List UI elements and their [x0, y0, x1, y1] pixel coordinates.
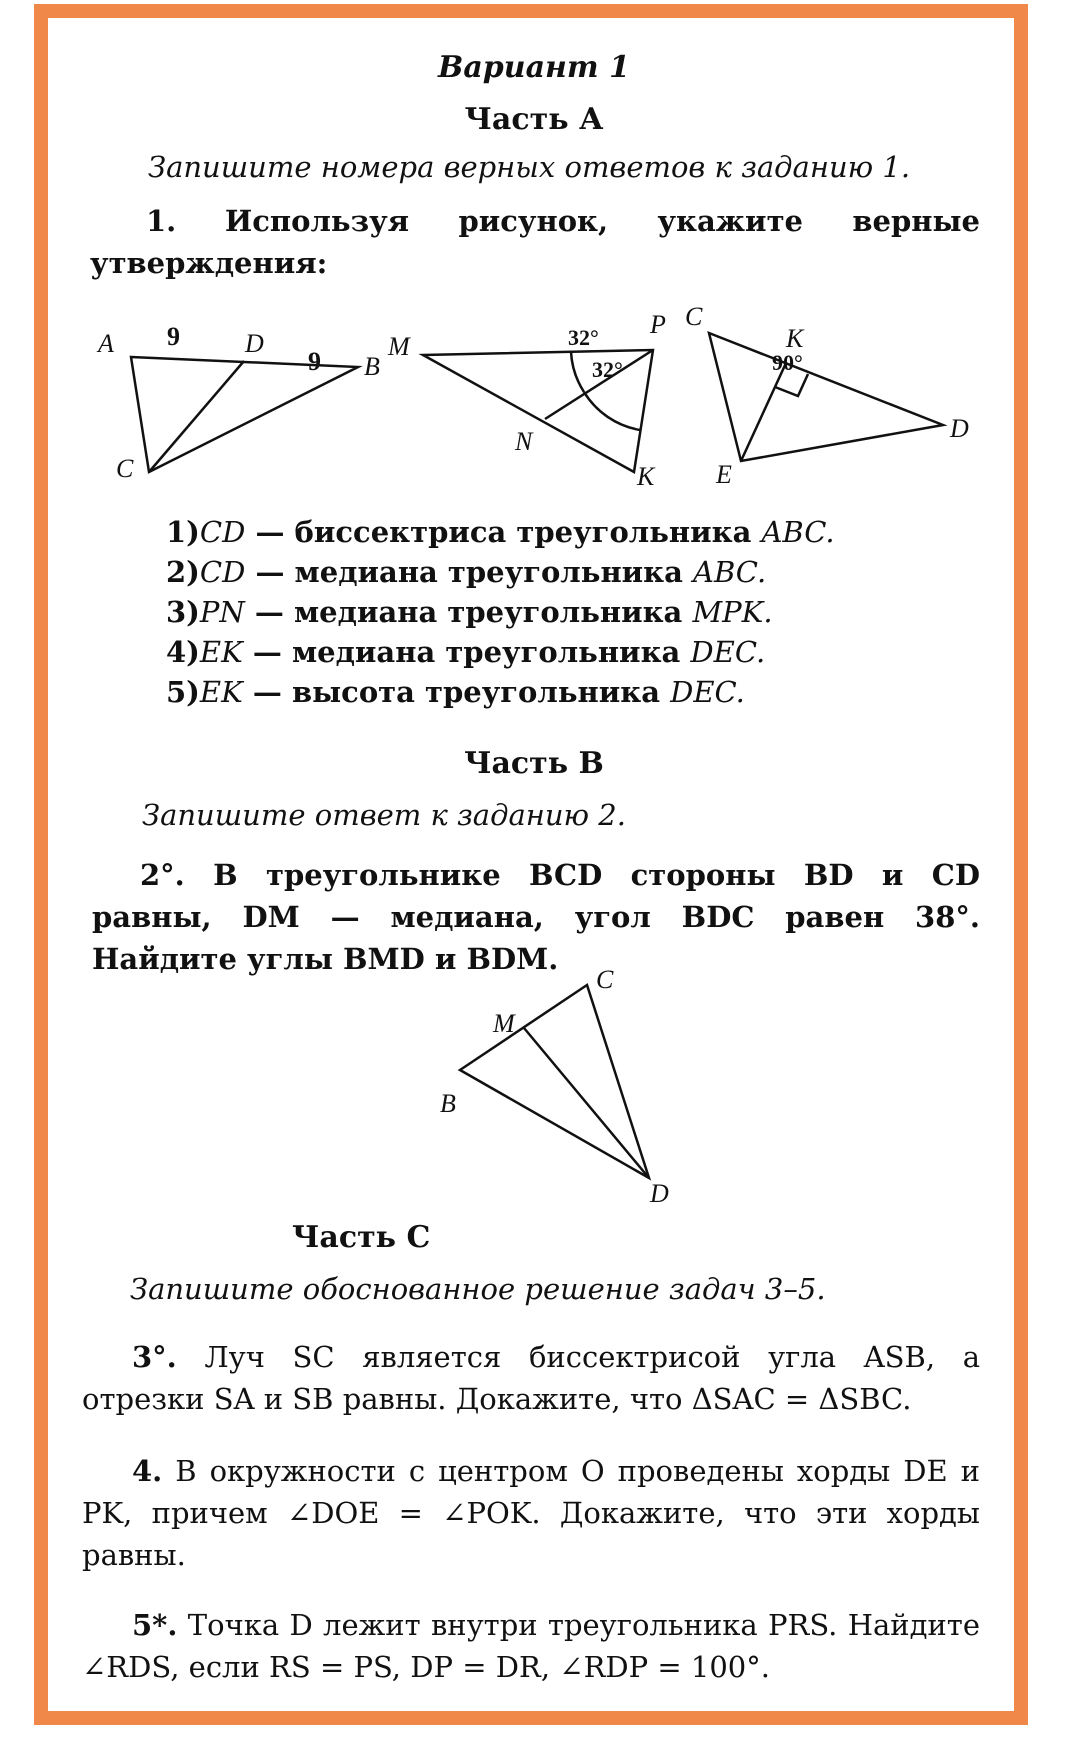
option-1: 1)CD — биссектриса треугольника ABC. [166, 515, 835, 549]
part-b-instruction: Запишите ответ к заданию 2. [142, 798, 626, 832]
task2-number: 2°. [140, 858, 185, 892]
task1-statement: Используя рисунок, укажите верные утверждения: [90, 204, 981, 280]
label-a: A [98, 329, 114, 358]
label-k: K [637, 462, 655, 491]
task5-text [82, 1604, 980, 1688]
label-c2: C [685, 302, 703, 331]
part-a-heading: Часть А [464, 102, 604, 137]
option-3: 3)PN — медиана треугольника MPK. [166, 595, 773, 629]
variant-title: Вариант 1 [438, 50, 630, 85]
label-e: E [716, 460, 732, 489]
angle-arc-2 [584, 392, 640, 430]
part-a-instruction: Запишите номера верных ответов к заданию 1. [148, 150, 911, 184]
task2-statement: В треугольнике BCD стороны BD и CD равны, DM — медиана, угол BDC равен 38°. Найдите углы BMD и BDM. [92, 858, 980, 976]
label-c-b: C [596, 965, 614, 994]
label-k2: K [786, 324, 804, 353]
label-angle-32-2: 32° [592, 357, 623, 382]
label-p: P [650, 310, 666, 339]
label-len-db: 9 [308, 347, 321, 376]
label-d: D [245, 329, 264, 358]
option-5: 5)EK — высота треугольника DEC. [166, 675, 745, 709]
task4-number: 4. [132, 1454, 163, 1488]
label-m: M [388, 332, 410, 361]
task1-options [166, 512, 835, 712]
task2-figure [400, 960, 700, 1210]
segment-dm [524, 1028, 649, 1178]
segment-cd [149, 361, 244, 472]
task5-statement: Точка D лежит внутри треугольника PRS. Найдите ∠RDS, если RS = PS, DP = DR, ∠RDP = 100°. [82, 1608, 980, 1684]
task1-number: 1. [146, 204, 177, 238]
label-angle-90: 90° [772, 350, 803, 375]
task4-statement: В окружности с центром O проведены хорды DE и PK, причем ∠DOE = ∠POK. Докажите, что эти хорды равны. [82, 1454, 980, 1572]
label-c: C [116, 454, 134, 483]
task3-number: 3°. [132, 1340, 177, 1374]
label-b: B [364, 352, 380, 381]
task1-figures [0, 295, 1068, 505]
task3-text [82, 1336, 980, 1420]
label-m-b: M [493, 1009, 515, 1038]
label-d2: D [950, 414, 969, 443]
segment-ek [741, 363, 786, 461]
option-4: 4)EK — медиана треугольника DEC. [166, 635, 766, 669]
label-b-b: B [440, 1089, 456, 1118]
angle-arc-1 [571, 352, 584, 392]
option-2: 2)CD — медиана треугольника ABC. [166, 555, 767, 589]
part-b-heading: Часть В [464, 746, 604, 781]
part-c-instruction: Запишите обоснованное решение задач 3–5. [130, 1272, 826, 1306]
task5-number: 5*. [132, 1608, 178, 1642]
label-d-b: D [650, 1179, 669, 1208]
task3-statement: Луч SC является биссектрисой угла ASB, а отрезки SA и SB равны. Докажите, что ΔSAC = ΔSBC. [82, 1340, 980, 1416]
triangle-dec [709, 333, 943, 461]
triangle-bcd [460, 985, 649, 1178]
task1-text [90, 200, 980, 284]
part-c-heading: Часть С [292, 1220, 431, 1255]
label-len-ad: 9 [167, 322, 180, 351]
label-n: N [515, 427, 533, 456]
label-angle-32-1: 32° [568, 325, 599, 350]
task4-text [82, 1450, 980, 1576]
